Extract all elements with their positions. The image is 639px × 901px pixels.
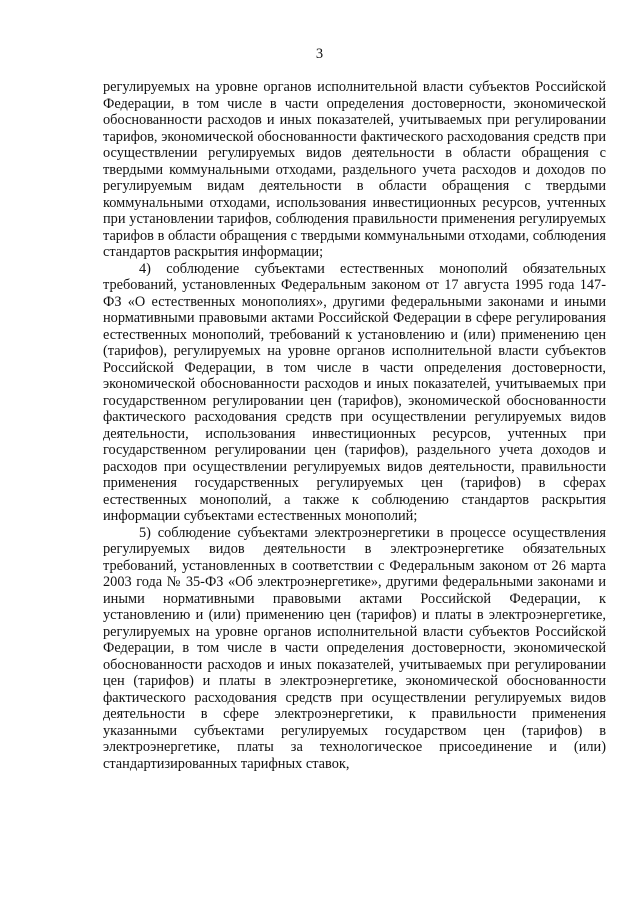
paragraph-item-4: 4) соблюдение субъектами естественных монополий обязательных требований, установленных Федеральным законом от 17 августа 1995 года 147-ФЗ «О естественных монополиях», другими федеральными законами и иными нормативными правовыми актами Российской Федерации в сфере регулирования естественных монополий, требований к установлению и (или) применению цен (тарифов), регулируемых на уровне органов исполнительной власти субъектов Российской Федерации, в том числе в части определения достоверности, экономической обоснованности расходов и иных показателей, учитываемых при государственном регулировании цен (тарифов), экономической обоснованности фактического расходования средств при осуществлении регулируемых видов деятельности, использования инвестиционных ресурсов, учтенных при государственном регулировании цен (тарифов), раздельного учета доходов и расходов при осуществлении регулируемых видов деятельности, правильности применения государственных регулируемых цен (тарифов) в сферах естественных монополий, а также к соблюдению стандартов раскрытия информации субъектами естественных монополий;: [103, 260, 606, 524]
page-number: 3: [315, 46, 324, 62]
paragraph-continuation: регулируемых на уровне органов исполнительной власти субъектов Российской Федерации, в том числе в части определения достоверности, экономической обоснованности расходов и иных показателей, учитываемых при регулировании тарифов, экономической обоснованности фактического расходования средств при осуществлении регулируемых видов деятельности в области обращения с твердыми коммунальными отходами, раздельного учета расходов и доходов по регулируемым видам деятельности в области обращения с твердыми коммунальными отходами, использования инвестиционных ресурсов, учтенных при установлении тарифов, соблюдения правильности применения регулируемых тарифов в области обращения с твердыми коммунальными отходами, соблюдения стандартов раскрытия информации;: [103, 79, 606, 260]
paragraph-item-5: 5) соблюдение субъектами электроэнергетики в процессе осуществления регулируемых видов деятельности в электроэнергетике обязательных требований, установленных в соответствии с Федеральным законом от 26 марта 2003 года № 35-ФЗ «Об электроэнергетике», другими федеральными законами и иными нормативными правовыми актами Российской Федерации, к установлению и (или) применению цен (тарифов) и платы в электроэнергетике, регулируемых на уровне органов исполнительной власти субъектов Российской Федерации, в том числе в части определения достоверности, экономической обоснованности расходов и иных показателей, учитываемых при регулировании цен (тарифов) и платы в электроэнергетике, экономической обоснованности фактического расходования средств при осуществлении регулируемых видов деятельности в сфере электроэнергетики, к правильности применения указанными субъектами регулируемых государством цен (тарифов) в электроэнергетике, платы за технологическое присоединение и (или) стандартизированных тарифных ставок,: [103, 524, 606, 772]
document-body: [103, 79, 606, 772]
